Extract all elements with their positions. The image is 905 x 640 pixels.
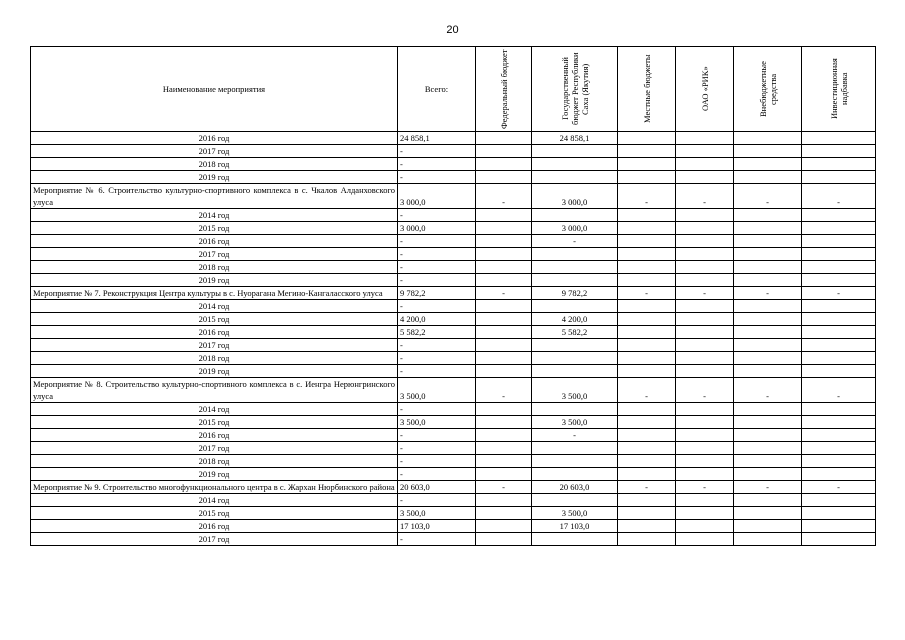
year-label: 2014 год (31, 494, 398, 507)
header-rik: ОАО «РИК» (676, 47, 734, 132)
cell-total: 9 782,2 (398, 287, 476, 300)
year-label: 2016 год (31, 429, 398, 442)
cell-extra (734, 442, 802, 455)
table-body (31, 132, 876, 546)
cell-federal: - (476, 481, 532, 494)
cell-federal: - (476, 287, 532, 300)
year-row (31, 235, 876, 248)
cell-total: - (398, 429, 476, 442)
cell-federal (476, 416, 532, 429)
cell-rik (676, 416, 734, 429)
year-label: 2015 год (31, 507, 398, 520)
cell-local (618, 403, 676, 416)
cell-total: - (398, 274, 476, 287)
cell-local (618, 533, 676, 546)
year-row (31, 326, 876, 339)
cell-total: - (398, 158, 476, 171)
cell-extra (734, 339, 802, 352)
header-invest: Инвестиционная надбавка (802, 47, 876, 132)
cell-invest (802, 365, 876, 378)
cell-local (618, 248, 676, 261)
cell-federal (476, 248, 532, 261)
cell-local (618, 442, 676, 455)
cell-rik (676, 468, 734, 481)
cell-local (618, 429, 676, 442)
cell-rik (676, 171, 734, 184)
cell-state (532, 455, 618, 468)
cell-invest (802, 132, 876, 145)
cell-invest (802, 352, 876, 365)
year-row (31, 145, 876, 158)
year-label: 2019 год (31, 171, 398, 184)
cell-local (618, 300, 676, 313)
cell-rik (676, 520, 734, 533)
measure-row (31, 481, 876, 494)
year-row (31, 520, 876, 533)
cell-state (532, 209, 618, 222)
cell-total: 3 000,0 (398, 222, 476, 235)
header-federal: Федеральный бюджет (476, 47, 532, 132)
cell-rik: - (676, 184, 734, 209)
cell-invest (802, 468, 876, 481)
cell-invest (802, 313, 876, 326)
cell-invest (802, 442, 876, 455)
year-row (31, 416, 876, 429)
header-local: Местные бюджеты (618, 47, 676, 132)
cell-local: - (618, 287, 676, 300)
cell-rik (676, 494, 734, 507)
measure-title: Мероприятие № 6. Строительство культурно-спортивного комплекса в с. Чкалов Алданховского улуса (31, 184, 398, 209)
year-row (31, 455, 876, 468)
cell-rik (676, 132, 734, 145)
year-row (31, 365, 876, 378)
year-row (31, 352, 876, 365)
cell-local: - (618, 378, 676, 403)
cell-extra: - (734, 287, 802, 300)
cell-total: - (398, 235, 476, 248)
cell-extra (734, 352, 802, 365)
cell-total: - (398, 145, 476, 158)
cell-local (618, 313, 676, 326)
cell-invest (802, 274, 876, 287)
cell-rik (676, 248, 734, 261)
year-row (31, 429, 876, 442)
cell-state: 3 500,0 (532, 416, 618, 429)
year-row (31, 533, 876, 546)
cell-federal (476, 145, 532, 158)
cell-federal (476, 222, 532, 235)
cell-local (618, 468, 676, 481)
cell-state (532, 339, 618, 352)
cell-state: - (532, 429, 618, 442)
cell-rik: - (676, 287, 734, 300)
cell-local (618, 209, 676, 222)
cell-state (532, 274, 618, 287)
cell-total: - (398, 300, 476, 313)
cell-total: 17 103,0 (398, 520, 476, 533)
year-label: 2015 год (31, 313, 398, 326)
year-row (31, 248, 876, 261)
cell-federal (476, 300, 532, 313)
cell-state: 3 500,0 (532, 507, 618, 520)
cell-federal (476, 158, 532, 171)
cell-federal (476, 261, 532, 274)
cell-local (618, 507, 676, 520)
cell-rik (676, 455, 734, 468)
cell-state: 5 582,2 (532, 326, 618, 339)
cell-total: - (398, 248, 476, 261)
measure-row (31, 287, 876, 300)
cell-total: - (398, 442, 476, 455)
cell-rik (676, 313, 734, 326)
year-label: 2017 год (31, 248, 398, 261)
cell-total: - (398, 365, 476, 378)
year-row (31, 209, 876, 222)
cell-state (532, 533, 618, 546)
cell-rik (676, 235, 734, 248)
cell-total: - (398, 455, 476, 468)
cell-invest (802, 235, 876, 248)
cell-local (618, 132, 676, 145)
cell-rik: - (676, 481, 734, 494)
cell-extra (734, 132, 802, 145)
cell-local (618, 520, 676, 533)
cell-total: - (398, 261, 476, 274)
cell-rik (676, 145, 734, 158)
cell-state: 4 200,0 (532, 313, 618, 326)
cell-invest (802, 520, 876, 533)
year-label: 2015 год (31, 222, 398, 235)
cell-invest (802, 339, 876, 352)
measure-row (31, 378, 876, 403)
cell-extra (734, 455, 802, 468)
cell-local (618, 352, 676, 365)
cell-federal (476, 235, 532, 248)
cell-local (618, 145, 676, 158)
cell-invest (802, 403, 876, 416)
cell-extra (734, 171, 802, 184)
header-name: Наименование мероприятия (31, 47, 398, 132)
cell-state (532, 365, 618, 378)
cell-rik (676, 365, 734, 378)
cell-federal (476, 468, 532, 481)
cell-invest (802, 416, 876, 429)
cell-federal (476, 442, 532, 455)
year-row (31, 132, 876, 145)
year-row (31, 339, 876, 352)
cell-total: - (398, 171, 476, 184)
cell-state: 9 782,2 (532, 287, 618, 300)
cell-extra (734, 313, 802, 326)
cell-federal (476, 403, 532, 416)
cell-state (532, 248, 618, 261)
cell-federal (476, 313, 532, 326)
year-label: 2019 год (31, 468, 398, 481)
cell-rik (676, 352, 734, 365)
cell-local (618, 261, 676, 274)
cell-total: - (398, 352, 476, 365)
cell-federal (476, 507, 532, 520)
year-label: 2016 год (31, 132, 398, 145)
cell-invest (802, 171, 876, 184)
year-label: 2014 год (31, 300, 398, 313)
year-label: 2018 год (31, 158, 398, 171)
year-row (31, 442, 876, 455)
cell-federal (476, 533, 532, 546)
cell-state (532, 261, 618, 274)
cell-invest: - (802, 481, 876, 494)
cell-invest (802, 145, 876, 158)
year-label: 2016 год (31, 326, 398, 339)
cell-state (532, 352, 618, 365)
year-label: 2014 год (31, 403, 398, 416)
cell-state: 17 103,0 (532, 520, 618, 533)
cell-invest (802, 455, 876, 468)
cell-total: 3 500,0 (398, 507, 476, 520)
cell-local (618, 494, 676, 507)
year-label: 2014 год (31, 209, 398, 222)
cell-local (618, 326, 676, 339)
cell-invest: - (802, 287, 876, 300)
cell-extra (734, 520, 802, 533)
cell-total: - (398, 533, 476, 546)
cell-state (532, 145, 618, 158)
cell-federal (476, 326, 532, 339)
cell-extra (734, 158, 802, 171)
cell-rik (676, 300, 734, 313)
cell-rik (676, 507, 734, 520)
cell-rik (676, 403, 734, 416)
cell-state (532, 171, 618, 184)
cell-local: - (618, 481, 676, 494)
measure-row (31, 184, 876, 209)
cell-federal (476, 209, 532, 222)
cell-state: 24 858,1 (532, 132, 618, 145)
cell-total: 20 603,0 (398, 481, 476, 494)
cell-total: - (398, 403, 476, 416)
cell-total: 4 200,0 (398, 313, 476, 326)
cell-state: 3 500,0 (532, 378, 618, 403)
cell-invest (802, 326, 876, 339)
year-row (31, 222, 876, 235)
cell-total: - (398, 209, 476, 222)
cell-rik (676, 158, 734, 171)
cell-federal (476, 520, 532, 533)
year-row (31, 300, 876, 313)
cell-state: 3 000,0 (532, 184, 618, 209)
cell-local (618, 416, 676, 429)
funding-table (30, 46, 876, 546)
cell-total: 5 582,2 (398, 326, 476, 339)
cell-state: - (532, 235, 618, 248)
cell-rik (676, 429, 734, 442)
cell-extra: - (734, 184, 802, 209)
cell-state: 20 603,0 (532, 481, 618, 494)
cell-extra (734, 274, 802, 287)
cell-state (532, 403, 618, 416)
cell-rik (676, 533, 734, 546)
cell-extra: - (734, 378, 802, 403)
year-label: 2017 год (31, 339, 398, 352)
cell-rik (676, 261, 734, 274)
cell-extra (734, 494, 802, 507)
cell-invest (802, 494, 876, 507)
cell-rik (676, 222, 734, 235)
cell-rik (676, 209, 734, 222)
cell-invest (802, 248, 876, 261)
cell-extra (734, 468, 802, 481)
page-number: 20 (446, 24, 459, 36)
cell-total: 3 500,0 (398, 378, 476, 403)
year-row (31, 313, 876, 326)
cell-local (618, 235, 676, 248)
year-label: 2017 год (31, 442, 398, 455)
cell-local: - (618, 184, 676, 209)
cell-extra (734, 326, 802, 339)
cell-extra (734, 145, 802, 158)
cell-federal (476, 494, 532, 507)
cell-federal: - (476, 378, 532, 403)
year-label: 2019 год (31, 365, 398, 378)
header-state: Государственный бюджет Республики Саха (Якутия) (532, 47, 618, 132)
cell-extra (734, 429, 802, 442)
cell-rik (676, 274, 734, 287)
cell-local (618, 455, 676, 468)
cell-invest: - (802, 378, 876, 403)
year-row (31, 274, 876, 287)
cell-invest (802, 222, 876, 235)
cell-federal (476, 455, 532, 468)
table-header-row (31, 47, 876, 132)
cell-rik: - (676, 378, 734, 403)
cell-federal (476, 339, 532, 352)
cell-extra (734, 222, 802, 235)
cell-extra (734, 261, 802, 274)
cell-total: - (398, 339, 476, 352)
cell-local (618, 365, 676, 378)
cell-extra: - (734, 481, 802, 494)
cell-total: 24 858,1 (398, 132, 476, 145)
cell-invest (802, 507, 876, 520)
cell-extra (734, 209, 802, 222)
measure-title: Мероприятие № 8. Строительство культурно-спортивного комплекса в с. Иенгра Нерюнгринского улуса (31, 378, 398, 403)
cell-state: 3 000,0 (532, 222, 618, 235)
cell-invest: - (802, 184, 876, 209)
cell-federal (476, 274, 532, 287)
year-row (31, 158, 876, 171)
cell-total: - (398, 494, 476, 507)
cell-local (618, 274, 676, 287)
year-label: 2015 год (31, 416, 398, 429)
header-extra: Внебюджетные средства (734, 47, 802, 132)
cell-state (532, 494, 618, 507)
cell-invest (802, 158, 876, 171)
measure-title: Мероприятие № 9. Строительство многофункционального центра в с. Жархан Нюрбинского района (31, 481, 398, 494)
year-label: 2016 год (31, 520, 398, 533)
cell-extra (734, 533, 802, 546)
cell-federal (476, 429, 532, 442)
year-label: 2018 год (31, 261, 398, 274)
cell-federal (476, 365, 532, 378)
year-label: 2017 год (31, 145, 398, 158)
cell-extra (734, 248, 802, 261)
cell-federal (476, 132, 532, 145)
header-total: Всего: (398, 47, 476, 132)
cell-local (618, 339, 676, 352)
year-label: 2019 год (31, 274, 398, 287)
cell-rik (676, 326, 734, 339)
cell-extra (734, 507, 802, 520)
year-row (31, 507, 876, 520)
measure-title: Мероприятие № 7. Реконструкция Центра культуры в с. Нуорагана Мегино-Кангаласского улуса (31, 287, 398, 300)
cell-invest (802, 261, 876, 274)
cell-local (618, 171, 676, 184)
cell-invest (802, 209, 876, 222)
cell-federal: - (476, 184, 532, 209)
cell-local (618, 222, 676, 235)
cell-federal (476, 352, 532, 365)
cell-total: 3 500,0 (398, 416, 476, 429)
cell-total: 3 000,0 (398, 184, 476, 209)
year-label: 2016 год (31, 235, 398, 248)
cell-invest (802, 429, 876, 442)
year-label: 2017 год (31, 533, 398, 546)
year-row (31, 468, 876, 481)
cell-state (532, 300, 618, 313)
cell-extra (734, 403, 802, 416)
cell-local (618, 158, 676, 171)
year-row (31, 403, 876, 416)
cell-invest (802, 300, 876, 313)
year-row (31, 171, 876, 184)
year-row (31, 261, 876, 274)
cell-extra (734, 300, 802, 313)
cell-state (532, 158, 618, 171)
year-label: 2018 год (31, 455, 398, 468)
cell-extra (734, 365, 802, 378)
cell-invest (802, 533, 876, 546)
cell-federal (476, 171, 532, 184)
cell-extra (734, 416, 802, 429)
cell-total: - (398, 468, 476, 481)
cell-extra (734, 235, 802, 248)
year-row (31, 494, 876, 507)
cell-rik (676, 442, 734, 455)
cell-state (532, 468, 618, 481)
cell-rik (676, 339, 734, 352)
year-label: 2018 год (31, 352, 398, 365)
cell-state (532, 442, 618, 455)
